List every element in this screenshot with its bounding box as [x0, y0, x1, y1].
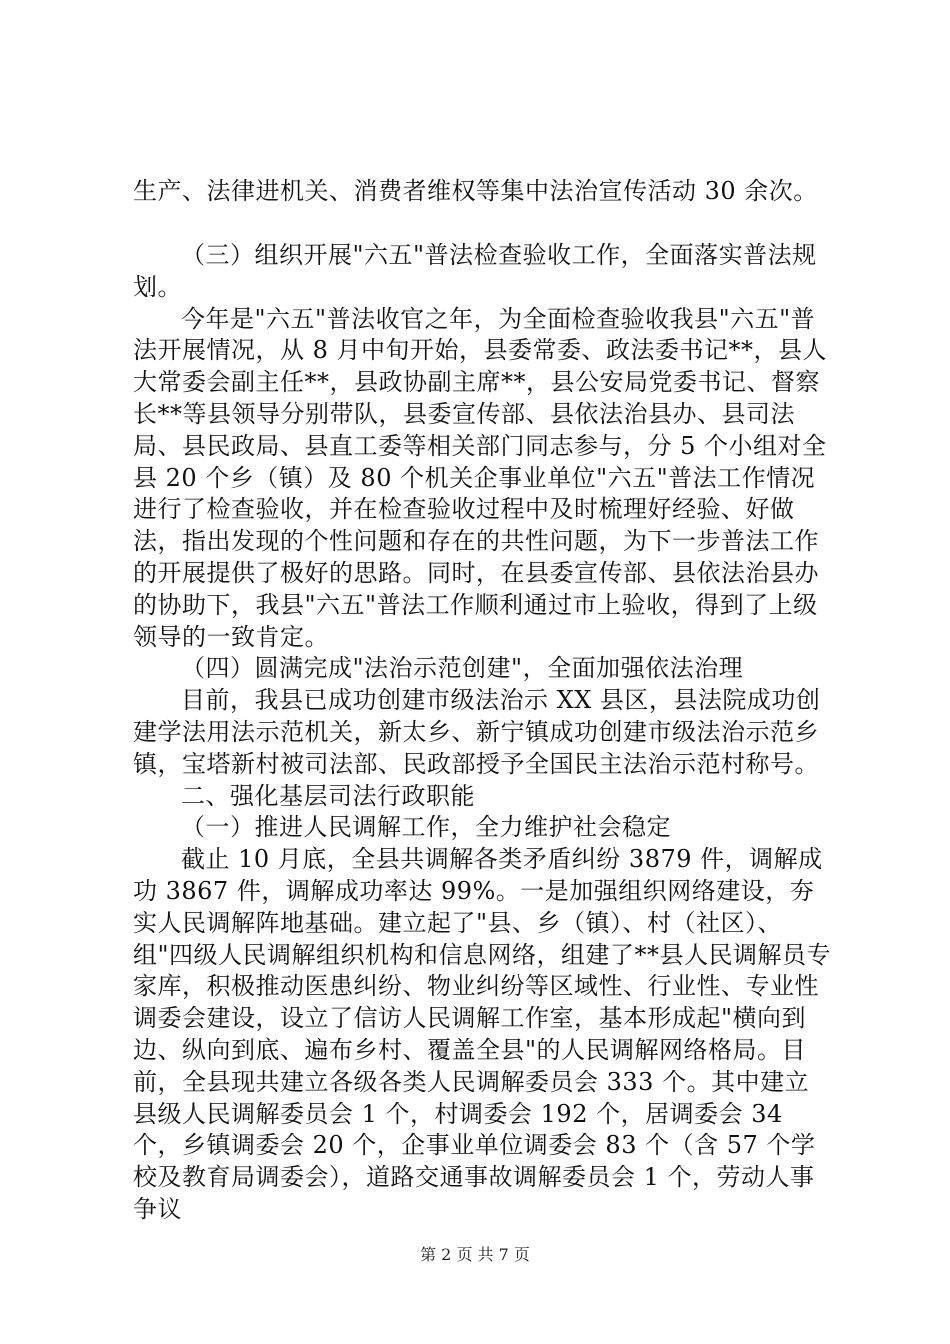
heading-subsection-1: （一）推进人民调解工作，全力维护社会稳定: [181, 813, 671, 842]
body-text: [133, 240, 833, 1226]
paragraph-demonstration: 目前，我县已成功创建市级法治示 XX 县区，县法院成功创建学法用法示范机关，新太乡、新宁镇成功创建市级法治示范乡镇，宝塔新村被司法部、民政部授予全国民主法治示范村称号。: [133, 686, 821, 778]
paragraph-mediation: 截止 10 月底，全县共调解各类矛盾纠纷 3879 件，调解成功 3867 件，调解成功率达 99%。一是加强组织网络建设，夯实人民调解阵地基础。建立起了"县、乡（镇）、村（社区）、组"四级人民调解组织机构和信息网络，组建了**县人民调解员专家库，积极推动医患纠纷、物业纠纷等区域性、行业性、专业性调委会建设，设立了信访人民调解工作室，基本形成起"横向到边、纵向到底、遍布乡村、覆盖全县"的人民调解网络格局。目前，全县现共建立各级各类人民调解委员会 333 个。其中建立县级人民调解委员会 1 个，村调委会 192 个，居调委会 34 个，乡镇调委会 20 个，企事业单位调委会 83 个（含 57 个学校及教育局调委会），道路交通事故调解委员会 1 个，劳动人事争议: [133, 845, 832, 1223]
carryover-line: [133, 176, 833, 208]
carryover-text: 生产、法律进机关、消费者维权等集中法治宣传活动 30 余次。: [133, 177, 818, 205]
page-footer: 第 2 页 共 7 页: [420, 1245, 530, 1264]
heading-section-3: （三）组织开展"六五"普法检查验收工作，全面落实普法规划。: [133, 241, 817, 301]
paragraph-liuwu-inspection: 今年是"六五"普法收官之年，为全面检查验收我县"六五"普法开展情况，从 8 月中旬开始，县委常委、政法委书记**，县人大常委会副主任**，县政协副主席**，县公安局党委书记、督察长**等县领导分别带队，县委宣传部、县依法治县办、县司法局、县民政局、县直工委等相关部门同志参与，分 5 个小组对全县 20 个乡（镇）及 80 个机关企事业单位"六五"普法工作情况进行了检查验收，并在检查验收过程中及时梳理好经验、好做法，指出发现的个性问题和存在的共性问题，为下一步普法工作的开展提供了极好的思路。同时，在县委宣传部、县依法治县办的协助下，我县"六五"普法工作顺利通过市上验收，得到了上级领导的一致肯定。: [133, 304, 828, 651]
heading-part-2: 二、强化基层司法行政职能: [181, 781, 475, 810]
heading-section-4: （四）圆满完成"法治示范创建"，全面加强依法治理: [181, 654, 744, 683]
